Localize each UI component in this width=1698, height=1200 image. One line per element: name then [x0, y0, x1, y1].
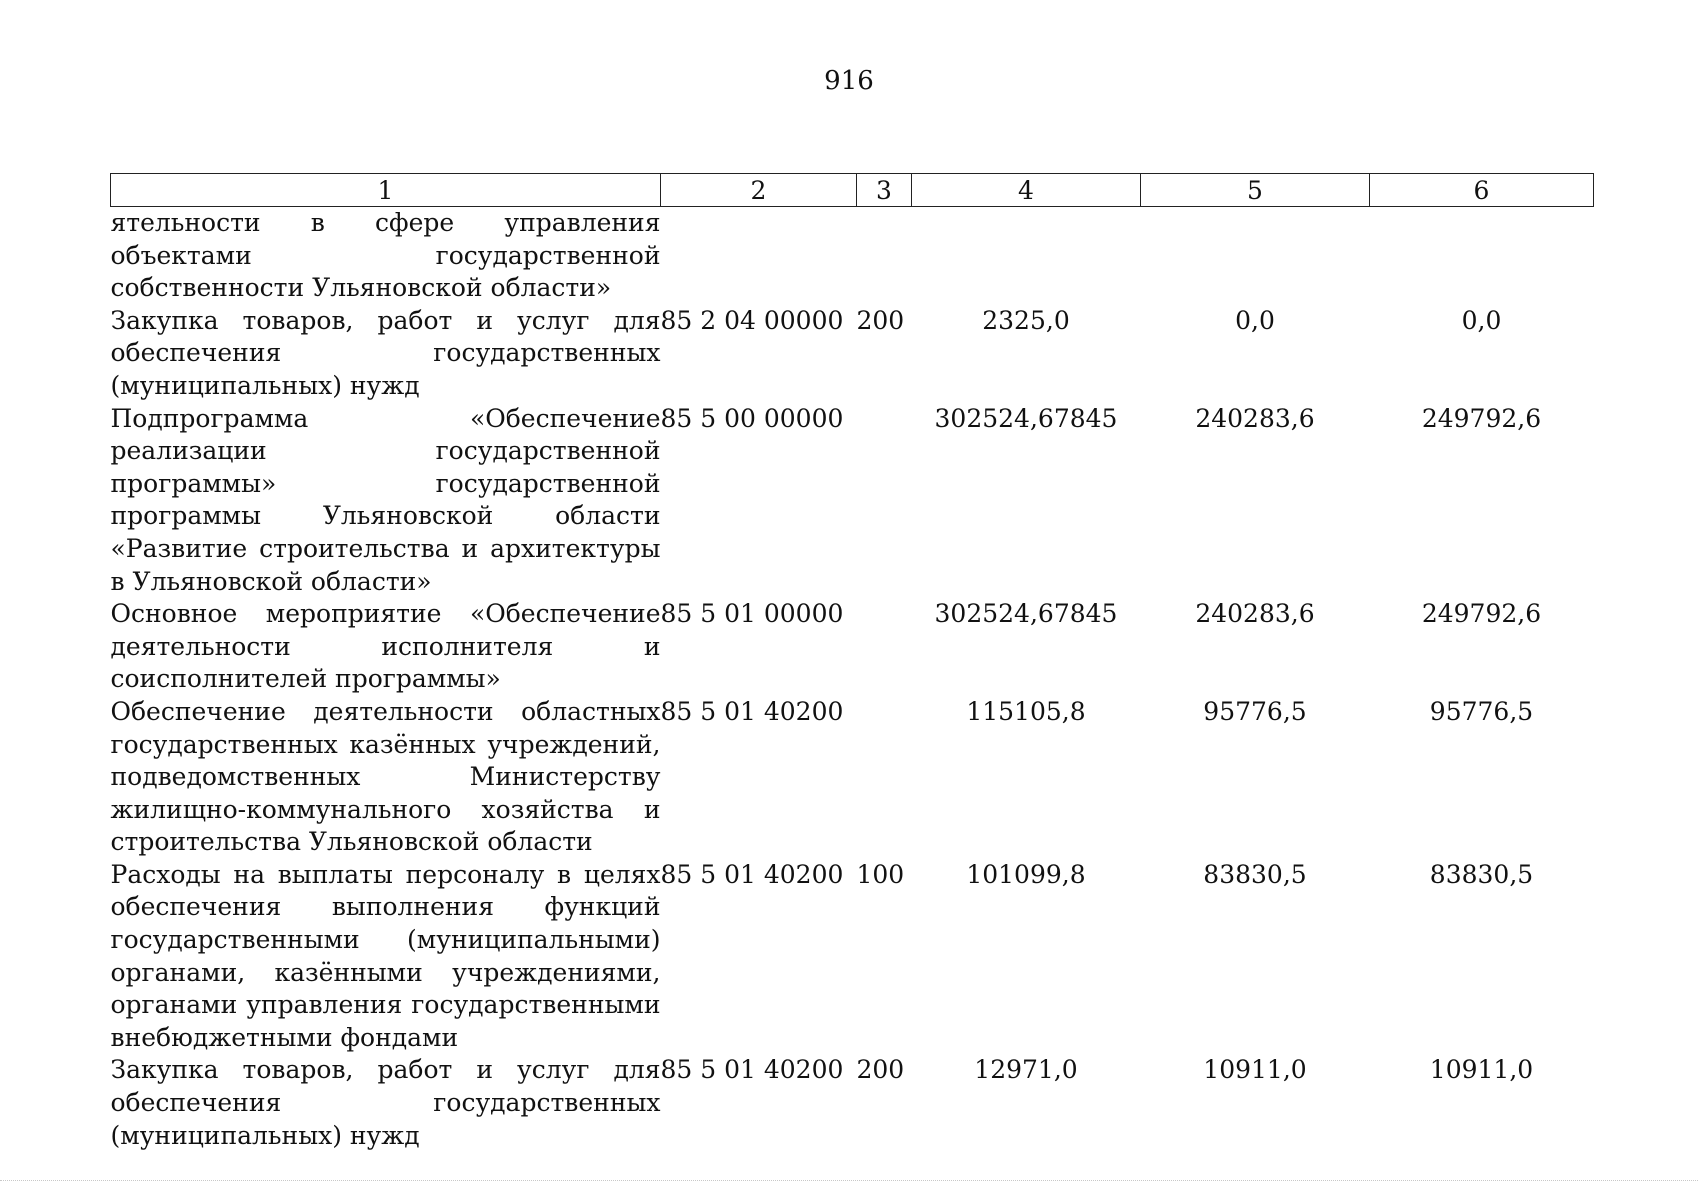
row-amount-col6: 83830,5 [1429, 859, 1534, 889]
table-row [111, 696, 1594, 859]
row-code: 85 5 01 40200 [660, 859, 844, 889]
row-description: ятельности в сфере управления объектами государственной собственности Ульяновской области» [110, 208, 661, 303]
row-expense-type: 100 [856, 859, 905, 889]
row-amount-col6: 10911,0 [1429, 1055, 1534, 1085]
row-expense-type: 200 [856, 305, 905, 335]
row-code: 85 2 04 00000 [660, 305, 844, 335]
row-description: Подпрограмма «Обеспечение реализации государственной программы» государственной программы Ульяновской области «Развитие строительства и архитектуры в Ульяновской области» [110, 403, 661, 596]
row-expense-type [857, 207, 912, 305]
page-number: 916 [824, 66, 874, 96]
row-amount-col6: 249792,6 [1421, 403, 1542, 433]
row-amount-col4: 12971,0 [974, 1055, 1078, 1085]
budget-table [110, 173, 1594, 1152]
column-header-2: 2 [661, 174, 857, 207]
row-amount-col5: 0,0 [1235, 305, 1275, 335]
table-row [111, 305, 1594, 403]
table-row [111, 207, 1594, 305]
row-expense-type [857, 696, 912, 859]
row-code: 85 5 01 00000 [660, 599, 844, 629]
row-code: 85 5 01 40200 [660, 696, 844, 726]
column-header-4: 4 [912, 174, 1141, 207]
column-header-3: 3 [857, 174, 912, 207]
row-amount-col5 [1141, 207, 1370, 305]
row-amount-col6: 249792,6 [1421, 599, 1542, 629]
row-expense-type [857, 598, 912, 696]
row-amount-col4: 302524,67845 [934, 403, 1118, 433]
row-description: Закупка товаров, работ и услуг для обеспечения государственных (муниципальных) нужд [110, 1055, 661, 1150]
table-row [111, 1054, 1594, 1152]
row-amount-col6 [1370, 207, 1594, 305]
column-header-6: 6 [1370, 174, 1594, 207]
row-description: Основное мероприятие «Обеспечение деятельности исполнителя и соисполнителей программы» [110, 599, 661, 694]
row-amount-col5: 10911,0 [1203, 1055, 1307, 1085]
row-amount-col4: 2325,0 [982, 305, 1070, 335]
table-row [111, 598, 1594, 696]
row-amount-col4: 115105,8 [966, 696, 1086, 726]
row-expense-type: 200 [856, 1055, 905, 1085]
row-description: Обеспечение деятельности областных государственных казённых учреждений, подведомственных Министерству жилищно-коммунального хозяйства и строительства Ульяновской области [110, 696, 661, 857]
row-code: 85 5 00 00000 [660, 403, 844, 433]
row-amount-col6: 0,0 [1461, 305, 1502, 335]
row-amount-col5: 240283,6 [1195, 403, 1315, 433]
row-description: Расходы на выплаты персоналу в целях обеспечения выполнения функций государственными (муниципальными) органами, казёнными учреждениями, органами управления государственными внебюджетными фондами [110, 859, 661, 1052]
table-row [111, 403, 1594, 599]
row-description: Закупка товаров, работ и услуг для обеспечения государственных (муниципальных) нужд [110, 305, 661, 400]
column-header-5: 5 [1141, 174, 1370, 207]
row-amount-col4 [912, 207, 1141, 305]
row-amount-col6: 95776,5 [1429, 696, 1534, 726]
table-header [111, 174, 1594, 207]
row-amount-col4: 302524,67845 [934, 599, 1118, 629]
row-code: 85 5 01 40200 [660, 1055, 844, 1085]
column-header-1: 1 [111, 174, 661, 207]
row-expense-type [857, 403, 912, 599]
row-amount-col5: 240283,6 [1195, 599, 1315, 629]
row-amount-col5: 83830,5 [1203, 859, 1307, 889]
row-amount-col4: 101099,8 [966, 859, 1086, 889]
scan-noise-line [0, 1180, 1698, 1182]
row-code [661, 207, 857, 305]
table-row [111, 859, 1594, 1055]
row-amount-col5: 95776,5 [1203, 696, 1307, 726]
